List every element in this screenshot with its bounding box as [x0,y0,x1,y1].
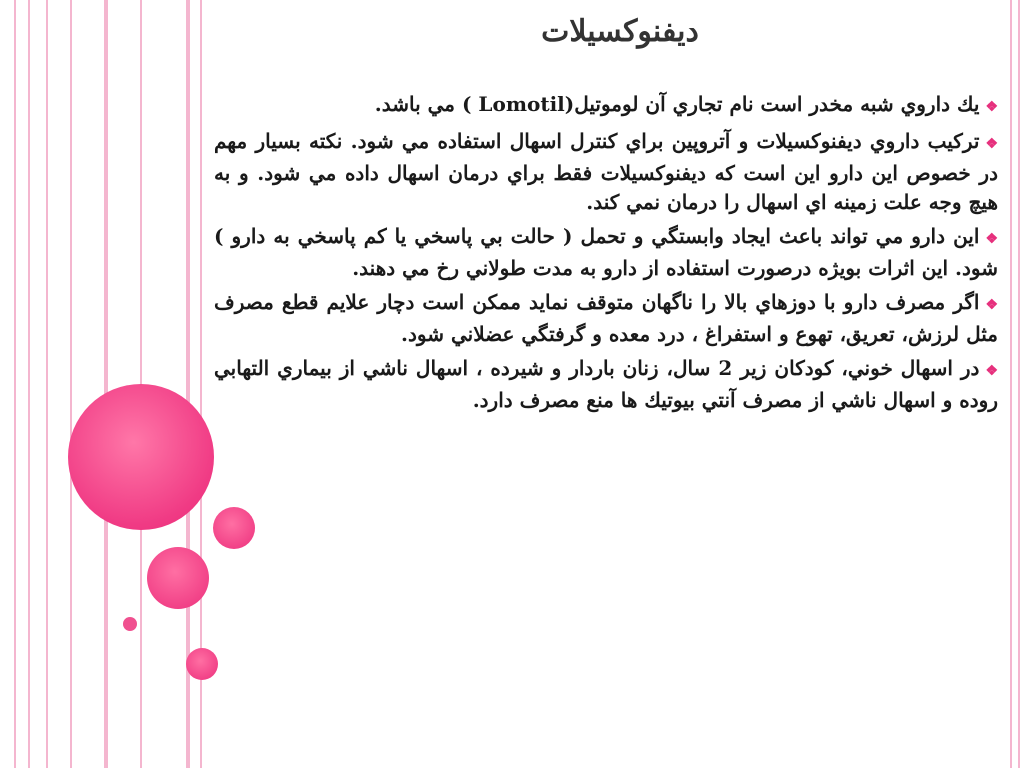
bullet-text: در اسهال خوني، كودكان زير 2 سال، زنان باردار و شيرده ، اسهال ناشي از بيماري التهابي روده و اسهال ناشي از مصرف آنتي بيوتيك ها منع مصرف دارد. [214,356,998,412]
bullet-item [214,127,998,217]
slide-title: ديفنوكسيلات [541,14,699,49]
right-decorative-stripes [1006,0,1024,768]
bullet-text: يك داروي شبه مخدر است نام تجاري آن لوموتيل(Lomotil ) مي باشد. [374,92,980,116]
diamond-bullet-icon: ❖ [985,231,998,247]
diamond-bullet-icon: ❖ [985,136,998,152]
bullet-text: تركيب داروي ديفنوكسيلات و آتروپين براي كنترل اسهال استفاده مي شود. نكته بسيار مهم در خصوص اين دارو اين است كه ديفنوكسيلات فقط براي درمان اسهال داده مي شود. و به هيچ وجه علت زمينه اي اسهال را درمان نمي كند. [214,129,998,214]
stripe [46,0,48,768]
bullet-item [214,354,998,415]
bullet-text: اگر مصرف دارو با دوزهاي بالا را ناگهان متوقف نمايد ممكن است دچار علايم قطع مصرف مثل لرزش، تعريق، تهوع و استفراغ ، درد معده و گرفتگي عضلاني شود. [214,290,998,346]
stripe [1018,0,1020,768]
diamond-bullet-icon: ❖ [985,363,998,379]
slide-body [214,90,998,420]
bullet-text: اين دارو مي تواند باعث ايجاد وابستگي و تحمل ( حالت بي پاسخي يا كم پاسخي به دارو ) شود. اين اثرات بويژه درصورت استفاده از دارو به مدت طولاني رخ مي دهند. [214,224,998,280]
stripe [104,0,108,768]
diamond-bullet-icon: ❖ [985,99,998,115]
decorative-circle [213,507,255,549]
decorative-circle-small [123,617,137,631]
stripe [70,0,72,768]
stripe [1010,0,1012,768]
stripe [28,0,30,768]
decorative-circle [186,648,218,680]
stripe [14,0,16,768]
decorative-circle [147,547,209,609]
bullet-item [214,90,998,122]
diamond-bullet-icon: ❖ [985,297,998,313]
decorative-circle-large [68,384,214,530]
bullet-item [214,222,998,283]
bullet-item [214,288,998,349]
